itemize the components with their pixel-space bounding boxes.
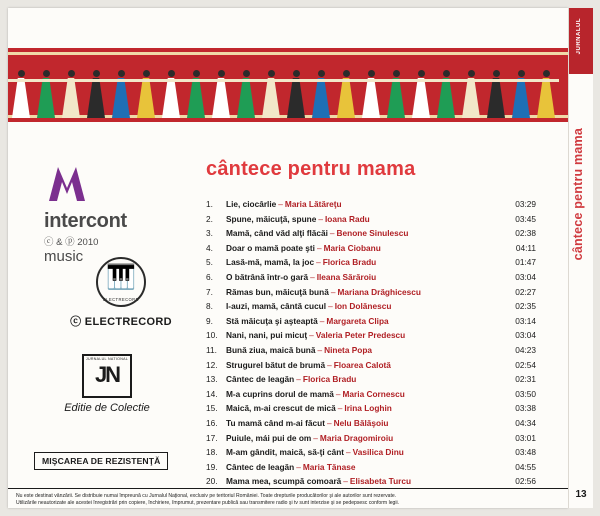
intercont-logo [44, 164, 174, 265]
track-duration: 03:50 [515, 388, 536, 399]
track-row [206, 241, 536, 256]
track-number: 20. [206, 476, 218, 487]
track-row [206, 460, 536, 475]
track-duration: 03:14 [515, 315, 536, 326]
track-separator: – [317, 242, 322, 253]
folk-figure [37, 70, 55, 118]
folk-figure [237, 70, 255, 118]
track-row [206, 285, 536, 300]
electrecord-seal-icon: 🎹 ELECTRECORD [96, 257, 146, 307]
track-number: 9. [206, 315, 213, 326]
track-duration: 04:55 [515, 461, 536, 472]
track-row [206, 343, 536, 358]
track-title: I-auzi, mamă, cântă cucul [226, 301, 327, 312]
track-title: M-a cuprins dorul de mamă [226, 388, 334, 399]
track-artist: Margareta Clipa [326, 315, 389, 326]
track-title: Mama mea, scumpă comoară [226, 476, 342, 487]
track-duration: 02:38 [515, 228, 536, 239]
folk-figure [212, 70, 230, 118]
track-row [206, 314, 536, 329]
track-artist: Maria Dragomiroiu [319, 432, 394, 443]
track-separator: – [317, 344, 323, 355]
folk-figure [437, 70, 455, 118]
track-number: 14. [206, 388, 218, 399]
collection-badge: MIŞCAREA DE REZISTENŢĂ [34, 452, 168, 470]
track-artist: Florica Bradu [302, 374, 357, 385]
jurnalul-mark-icon [82, 354, 132, 398]
intercont-copyright: ⓒ & ⓟ 2010 [44, 237, 99, 248]
track-duration: 04:11 [515, 242, 536, 253]
folk-figures [8, 48, 568, 122]
track-artist: Irina Loghin [344, 403, 392, 414]
electrecord-seal-text: ELECTRECORD [102, 297, 140, 302]
folk-figure [387, 70, 405, 118]
folk-figure [537, 70, 555, 118]
track-number: 15. [206, 403, 218, 414]
track-duration: 02:54 [515, 359, 536, 370]
track-title: M-am gândit, maică, să-ţi cânt [226, 447, 345, 458]
folk-figure [137, 70, 155, 118]
intercont-wordmark: intercont [44, 210, 127, 232]
track-list [206, 197, 536, 489]
jurnalul-logo [52, 354, 162, 414]
track-separator: – [309, 330, 314, 341]
cd-spine [568, 8, 593, 508]
track-title: Spune, măicuţă, spune [226, 213, 317, 224]
spine-brand: JURNALUL [576, 18, 582, 55]
track-separator: – [319, 315, 325, 326]
track-title: Rămas bun, măicuţă bună [226, 286, 329, 297]
track-artist: Maria Tănase [302, 461, 356, 472]
track-artist: Elisabeta Turcu [349, 476, 412, 487]
electrecord-logo [66, 257, 176, 329]
track-artist: Nelu Bălăşoiu [333, 417, 389, 428]
track-row [206, 401, 536, 416]
track-row [206, 328, 536, 343]
track-row [206, 387, 536, 402]
track-row [206, 474, 536, 489]
track-title: Mamă, când văd alţi flăcăi [226, 228, 328, 239]
track-artist: Maria Cornescu [342, 388, 405, 399]
track-row [206, 358, 536, 373]
folk-figure [312, 70, 330, 118]
track-number: 12. [206, 359, 218, 370]
track-separator: – [316, 257, 321, 268]
folk-figure [362, 70, 380, 118]
track-title: Bună ziua, maică bună [226, 344, 316, 355]
track-artist: Nineta Popa [324, 344, 373, 355]
folk-figure [337, 70, 355, 118]
track-row [206, 299, 536, 314]
track-artist: Maria Lătăreţu [284, 199, 342, 209]
folk-figure [512, 70, 530, 118]
folk-figure [87, 70, 105, 118]
track-row [206, 372, 536, 387]
track-duration: 03:48 [515, 447, 536, 458]
track-title: Stă măicuţa şi aşteaptă [226, 315, 318, 326]
track-duration: 04:34 [515, 417, 536, 428]
jurnalul-caption: Editie de Colectie [64, 402, 150, 414]
track-separator: – [335, 388, 341, 399]
track-artist: Valeria Peter Predescu [315, 330, 406, 341]
track-number: 13. [206, 374, 218, 385]
track-duration: 03:04 [515, 271, 536, 282]
track-number: 11. [206, 344, 217, 355]
track-title: Doar o mamă poate şti [226, 242, 315, 253]
track-title: Nani, nani, pui micuţ [226, 330, 308, 341]
track-number: 18. [206, 447, 218, 458]
folk-figure [462, 70, 480, 118]
legal-notice [8, 488, 568, 508]
legal-line-2: Utilizările neautorizate ale acestei înregistrări prin copiere, închiriere, împrumut, prezentare publică sau transmitere radio şi tv sunt interzise şi se pedepsesc conform legii. [16, 500, 400, 507]
spine-title: cântece pentru mama [571, 128, 585, 261]
track-artist: Benone Sinulescu [336, 228, 409, 239]
track-artist: Mariana Drăghicescu [337, 286, 421, 297]
track-separator: – [278, 199, 283, 209]
folk-figures-band [8, 48, 568, 122]
legal-line-1: Nu este destinat vânzării. Se distribuie numai împreună cu Jurnalul Naţional, exclusiv pe teritoriul României. Toate drepturile producătorilor şi ale autorilor sunt rezervate. [16, 492, 397, 499]
track-title: Tu mamă când m-ai făcut [226, 417, 325, 428]
track-duration: 02:35 [515, 301, 536, 312]
track-number: 7. [206, 286, 213, 297]
track-separator: – [337, 403, 343, 414]
electrecord-label: ⓒ ELECTRECORD [70, 316, 172, 328]
track-artist: Ileana Sărăroiu [316, 271, 377, 282]
folk-figure [62, 70, 80, 118]
track-separator: – [310, 271, 315, 282]
track-separator: – [296, 374, 301, 385]
intercont-mark-icon [44, 164, 174, 208]
folk-figure [487, 70, 505, 118]
track-row [206, 226, 536, 241]
track-title: O bătrână într-o gară [226, 271, 309, 282]
track-duration: 02:27 [515, 286, 536, 297]
track-duration: 01:47 [515, 257, 536, 268]
track-duration: 04:23 [515, 344, 536, 355]
track-separator: – [330, 286, 336, 297]
track-separator: – [329, 228, 335, 239]
track-separator: – [328, 301, 333, 312]
track-separator: – [326, 417, 332, 428]
track-number: 4. [206, 242, 213, 253]
jurnalul-tiny-text: JURNALUL NATIONAL [85, 357, 129, 361]
track-duration: 03:38 [515, 403, 536, 414]
track-separator: – [327, 359, 332, 370]
folk-figure [187, 70, 205, 118]
folk-figure [162, 70, 180, 118]
track-duration: 02:31 [515, 374, 536, 385]
cd-cover-back [8, 8, 568, 508]
track-row [206, 416, 536, 431]
track-row [206, 431, 536, 446]
track-row [206, 255, 536, 270]
folk-figure [112, 70, 130, 118]
folk-figure [12, 70, 30, 118]
folk-figure [412, 70, 430, 118]
track-artist: Florica Bradu [322, 257, 377, 268]
track-artist: Maria Ciobanu [323, 242, 381, 253]
track-separator: – [346, 447, 351, 458]
track-title: Cântec de leagăn [226, 461, 295, 472]
track-title: Strugurel bătut de brumă [226, 359, 326, 370]
track-duration: 03:29 [515, 199, 536, 209]
track-number: 10. [206, 330, 218, 341]
track-row [206, 270, 536, 285]
track-title: Cântec de leagăn [226, 374, 295, 385]
spine-number: 13 [575, 489, 587, 500]
track-number: 17. [206, 432, 218, 443]
folk-figure [287, 70, 305, 118]
track-duration: 03:45 [515, 213, 536, 224]
track-number: 3. [206, 228, 213, 239]
track-number: 8. [206, 301, 213, 312]
track-number: 6. [206, 271, 213, 282]
track-artist: Vasilica Dinu [352, 447, 404, 458]
track-duration: 02:56 [515, 476, 536, 487]
track-title: Maică, m-ai crescut de mică [226, 403, 336, 414]
track-separator: – [313, 432, 318, 443]
track-number: 19. [206, 461, 218, 472]
track-separator: – [296, 461, 301, 472]
track-row [206, 197, 536, 212]
track-artist: Ion Dolănescu [334, 301, 392, 312]
intercont-music-word: music [44, 248, 84, 265]
track-row [206, 212, 536, 227]
track-separator: – [343, 476, 348, 487]
track-number: 16. [206, 417, 218, 428]
track-title: Lie, ciocârlie [226, 199, 277, 209]
track-duration: 03:01 [515, 432, 536, 443]
track-row [206, 445, 536, 460]
track-separator: – [318, 213, 323, 224]
track-number: 5. [206, 257, 213, 268]
track-title: Lasă-mă, mamă, la joc [226, 257, 315, 268]
track-title: Puiule, mái pui de om [226, 432, 312, 443]
album-title: cântece pentru mama [206, 158, 416, 180]
track-number: 1. [206, 199, 213, 209]
track-number: 2. [206, 213, 213, 224]
track-artist: Ioana Radu [325, 213, 370, 224]
folk-figure [262, 70, 280, 118]
track-duration: 03:04 [515, 330, 536, 341]
jurnalul-initials: JN [94, 362, 120, 387]
track-artist: Floarea Calotă [333, 359, 391, 370]
cover-body [8, 122, 568, 508]
